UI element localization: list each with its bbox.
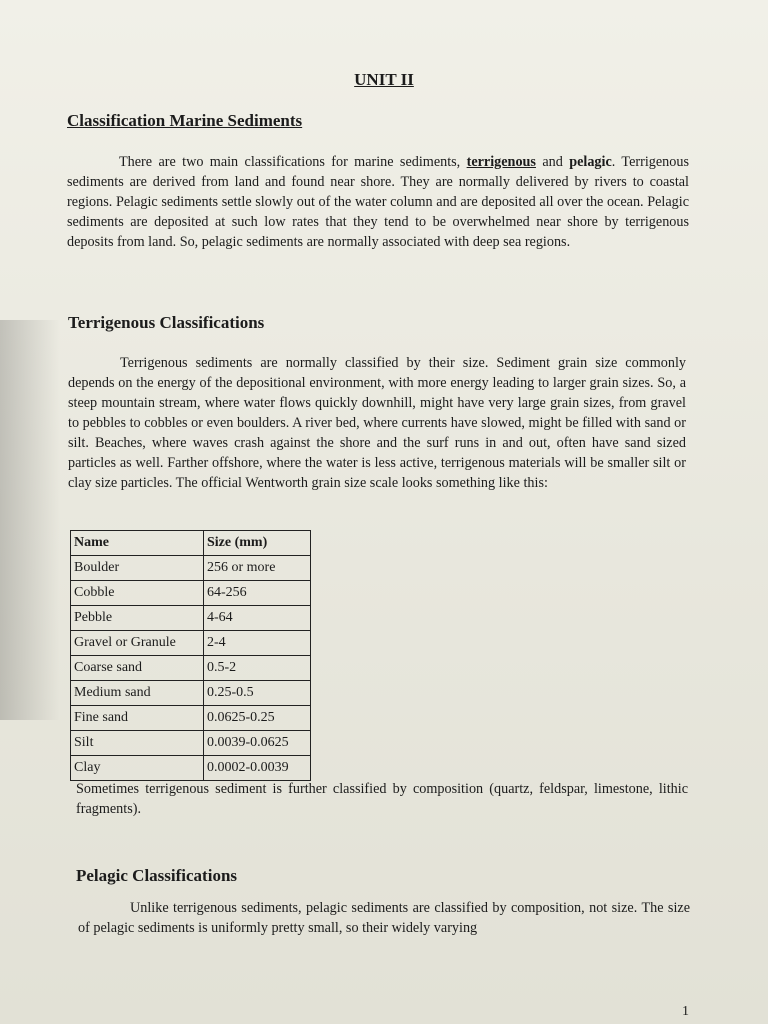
table-row xyxy=(71,756,311,781)
table-cell-size: 0.0625-0.25 xyxy=(204,706,311,731)
table-cell-size: 0.5-2 xyxy=(204,656,311,681)
table-header-size: Size (mm) xyxy=(204,531,311,556)
table-row xyxy=(71,681,311,706)
table-row xyxy=(71,731,311,756)
page-number: 1 xyxy=(682,1004,689,1019)
table-row xyxy=(71,631,311,656)
table-cell-size: 256 or more xyxy=(204,556,311,581)
term-pelagic: pelagic xyxy=(569,154,612,170)
paragraph-intro-text-c: and xyxy=(535,154,570,170)
table-header-row xyxy=(71,531,311,556)
term-terrigenous: terrigenous xyxy=(466,154,536,170)
table-cell-name: Coarse sand xyxy=(71,656,204,681)
paragraph-terrigenous: Terrigenous sediments are normally classified by their size. Sediment grain size commonly depends on the energy of the depositional environment, with more energy leading to larger grain sizes. So, a steep mountain stream, where water flows quickly downhill, might have very large grain sizes, from gravel to pebbles to cobbles or even boulders. A river bed, where currents have slowed, might be filled with sand or silt. Beaches, where waves crash against the shore and the surf runs in and out, often have sand sized particles as well. Farther offshore, where the water is less active, terrigenous materials will be smaller silt or clay size particles. The official Wentworth grain size scale looks something like this: xyxy=(68,355,686,491)
table-row xyxy=(71,581,311,606)
paragraph-intro-text-e: . Terrigenous sediments are derived from land and found near shore. They are normally delivered by rivers to coastal regions. Pelagic sediments settle slowly out of the water column and are deposited all over the ocean. Pelagic sediments are deposited at such low rates that they tend to be overwhelmed near shore by terrigenous deposits from land. So, pelagic sediments are normally associated with deep sea regions. xyxy=(67,154,689,250)
table-cell-name: Boulder xyxy=(71,556,204,581)
table-header-name: Name xyxy=(71,531,204,556)
paragraph-pelagic: Unlike terrigenous sediments, pelagic sediments are classified by composition, not size. The size of pelagic sediments is uniformly pretty small, so their widely varying xyxy=(78,900,690,936)
table-row xyxy=(71,656,311,681)
paragraph-composition: Sometimes terrigenous sediment is further classified by composition (quartz, feldspar, limestone, lithic fragments). xyxy=(76,781,688,817)
table-row xyxy=(71,706,311,731)
table-row xyxy=(71,556,311,581)
paragraph-intro-text-a: There are two main classifications for marine sediments, xyxy=(119,154,467,170)
section-heading-terrigenous: Terrigenous Classifications xyxy=(68,313,265,332)
table-cell-size: 0.25-0.5 xyxy=(204,681,311,706)
table-cell-name: Pebble xyxy=(71,606,204,631)
unit-title: UNIT II xyxy=(354,70,414,89)
page-shadow xyxy=(0,320,60,720)
table-cell-name: Cobble xyxy=(71,581,204,606)
section-heading-pelagic: Pelagic Classifications xyxy=(76,866,238,885)
table-cell-name: Medium sand xyxy=(71,681,204,706)
table-cell-size: 64-256 xyxy=(204,581,311,606)
section-heading-classification: Classification Marine Sediments xyxy=(67,111,303,130)
table-row xyxy=(71,606,311,631)
wentworth-scale-table xyxy=(70,530,311,781)
table-cell-size: 2-4 xyxy=(204,631,311,656)
table-cell-size: 4-64 xyxy=(204,606,311,631)
table-cell-name: Clay xyxy=(71,756,204,781)
paragraph-intro xyxy=(67,152,689,252)
table-cell-size: 0.0039-0.0625 xyxy=(204,731,311,756)
table-cell-name: Gravel or Granule xyxy=(71,631,204,656)
table-cell-name: Fine sand xyxy=(71,706,204,731)
table-cell-size: 0.0002-0.0039 xyxy=(204,756,311,781)
table-cell-name: Silt xyxy=(71,731,204,756)
